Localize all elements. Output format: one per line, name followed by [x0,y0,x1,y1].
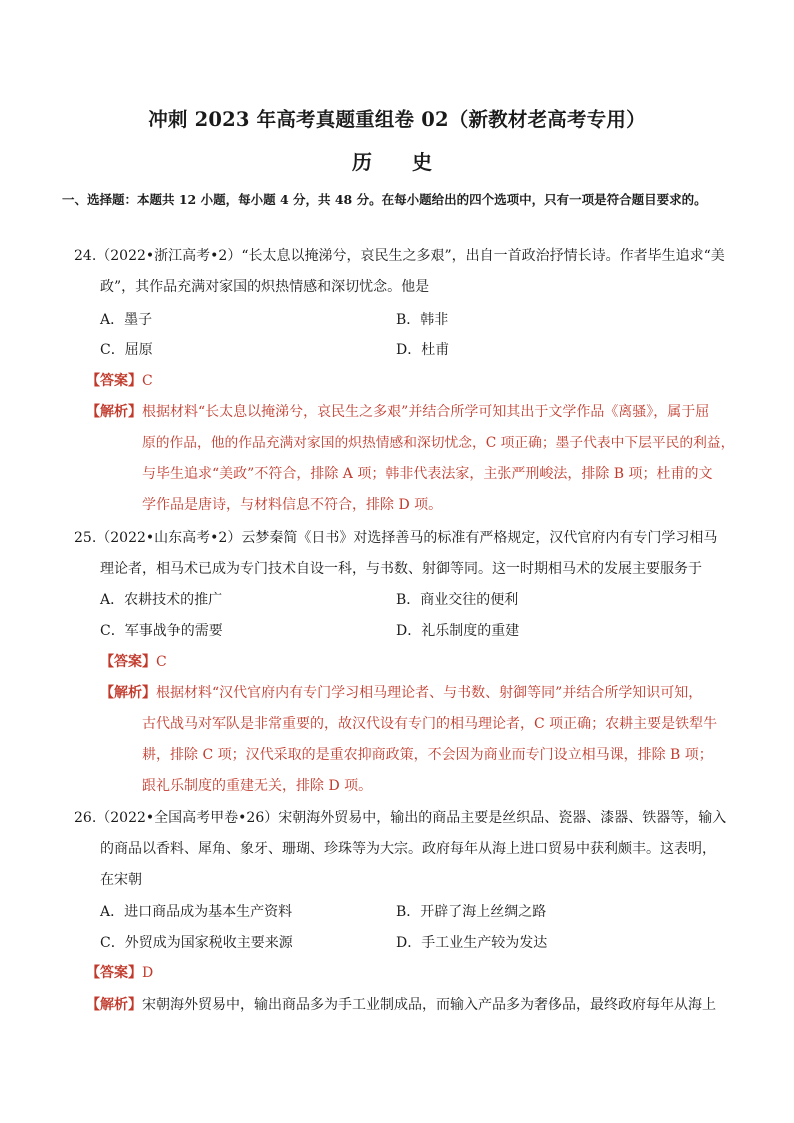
answer-value: D [142,965,154,981]
question-stem-line: 在宋朝 [100,872,142,888]
subject-heading: 历 史 [352,150,442,174]
explanation-line: 根据材料“汉代官府内有专门学习相马理论者、与书数、射御等同”并结合所学知识可知， [156,685,703,701]
explanation-line: 宋朝海外贸易中，输出商品多为手工业制成品，而输入产品多为奢侈品，最终政府每年从海上 [142,997,716,1013]
document-title: 冲刺 2023 年高考真题重组卷 02（新教材老高考专用） [148,108,646,131]
answer-tag: 【答案】 [86,373,142,389]
section-instructions: 一、选择题：本题共 12 小题，每小题 4 分，共 48 分。在每小题给出的四个选项中，只有一项是符合题目要求的。 [62,192,707,207]
explanation-tag: 【解析】 [86,404,142,420]
explanation-line: 古代战马对军队是非常重要的，故汉代设有专门的相马理论者，C 项正确；农耕主要是铁犁牛 [142,716,718,732]
option-d: D．杜甫 [396,342,450,358]
option-a: A．进口商品成为基本生产资料 [100,904,293,920]
option-c: C．屈原 [100,342,153,358]
option-b: B．开辟了海上丝绸之路 [396,904,547,920]
question-stem-line: 政”，其作品充满对家国的炽热情感和深切忧念。他是 [100,279,430,295]
option-c: C．外贸成为国家税收主要来源 [100,935,293,951]
explanation-tag: 【解析】 [100,685,156,701]
explanation-line: 原的作品，他的作品充满对家国的炽热情感和深切忧念，C 项正确；墨子代表中下层平民的利益， [142,435,735,451]
explanation-line: 学作品是唐诗，与材料信息不符合，排除 D 项。 [142,497,443,513]
question-stem-line: 24.（2022•浙江高考•2）“长太息以掩涕兮，哀民生之多艰”，出自一首政治抒情长诗。作者毕生追求“美 [74,248,725,264]
explanation-line: 根据材料“长太息以掩涕兮，哀民生之多艰”并结合所学可知其出于文学作品《离骚》，属于屈 [142,404,710,420]
question-stem-line: 的商品以香料、犀角、象牙、珊瑚、珍珠等为大宗。政府每年从海上进口贸易中获利颇丰。这表明， [100,841,716,857]
question-stem-line: 25.（2022•山东高考•2）云梦秦简《日书》对选择善马的标准有严格规定，汉代官府内有专门学习相马 [74,530,718,546]
option-d: D．礼乐制度的重建 [396,623,520,639]
answer-row [100,651,167,673]
answer-value: C [156,654,167,670]
option-d: D．手工业生产较为发达 [396,935,548,951]
option-b: B．商业交往的便利 [396,592,519,608]
answer-tag: 【答案】 [100,654,156,670]
option-a: A．农耕技术的推广 [100,592,223,608]
answer-value: C [142,373,153,389]
explanation-line: 耕，排除 C 项；汉代采取的是重农抑商政策，不会因为商业而专门设立相马课，排除 B 项； [142,747,713,763]
answer-row [86,370,153,392]
option-b: B．韩非 [396,312,449,328]
answer-row [86,962,153,984]
option-c: C．军事战争的需要 [100,623,223,639]
question-stem-line: 26.（2022•全国高考甲卷•26）宋朝海外贸易中，输出的商品主要是丝织品、瓷器、漆器、铁器等，输入 [74,810,727,826]
explanation-line: 跟礼乐制度的重建无关，排除 D 项。 [142,778,373,794]
explanation-line: 与毕生追求“美政”不符合，排除 A 项；韩非代表法家，主张严刑峻法，排除 B 项；杜甫的文 [142,466,713,482]
option-a: A．墨子 [100,312,153,328]
answer-tag: 【答案】 [86,965,142,981]
question-stem-line: 理论者，相马术已成为专门技术自设一科，与书数、射御等同。这一时期相马术的发展主要服务于 [100,561,702,577]
explanation-tag: 【解析】 [86,997,142,1013]
